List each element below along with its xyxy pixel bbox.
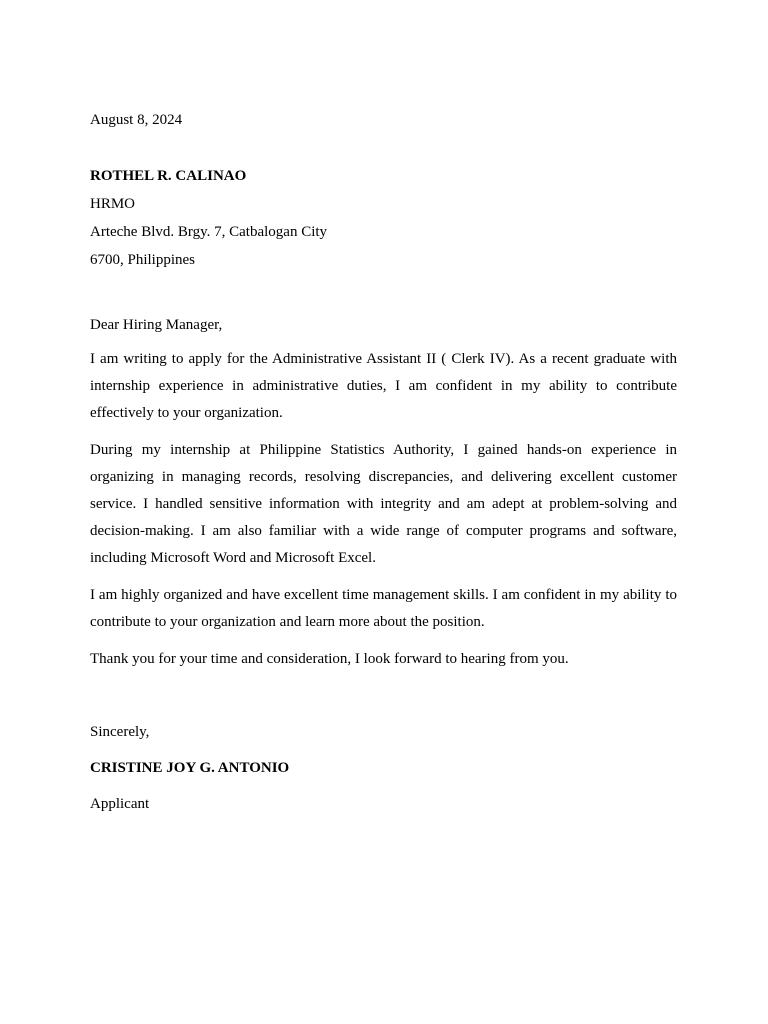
signatory-role: Applicant	[90, 796, 150, 812]
body-paragraph: I am writing to apply for the Administrative Assistant II ( Clerk IV). As a recent graduate with internship experience in administrative duties, I am confident in my ability to contribute effectively to your organization.	[90, 351, 677, 421]
recipient-block	[90, 165, 677, 271]
body-paragraph: I am highly organized and have excellent time management skills. I am confident in my ability to contribute to your organization and learn more about the position.	[90, 587, 677, 630]
closing: Sincerely,	[90, 724, 150, 740]
signatory-name: CRISTINE JOY G. ANTONIO	[90, 760, 290, 776]
recipient-title: HRMO	[90, 196, 136, 212]
recipient-address-line2: 6700, Philippines	[90, 252, 196, 268]
letter-body	[90, 109, 677, 815]
salutation: Dear Hiring Manager,	[90, 317, 223, 333]
body-paragraph: During my internship at Philippine Statistics Authority, I gained hands-on experience in organizing in managing records, resolving discrepancies, and delivering excellent customer service. I handled sensitive information with integrity and am adept at problem-solving and decision-making. I am also familiar with a wide range of computer programs and software, including Microsoft Word and Microsoft Excel.	[90, 442, 677, 566]
recipient-name: ROTHEL R. CALINAO	[90, 168, 247, 184]
recipient-address-line1: Arteche Blvd. Brgy. 7, Catbalogan City	[90, 224, 328, 240]
body-paragraph: Thank you for your time and consideration, I look forward to hearing from you.	[90, 651, 569, 667]
letter-date: August 8, 2024	[90, 112, 183, 128]
